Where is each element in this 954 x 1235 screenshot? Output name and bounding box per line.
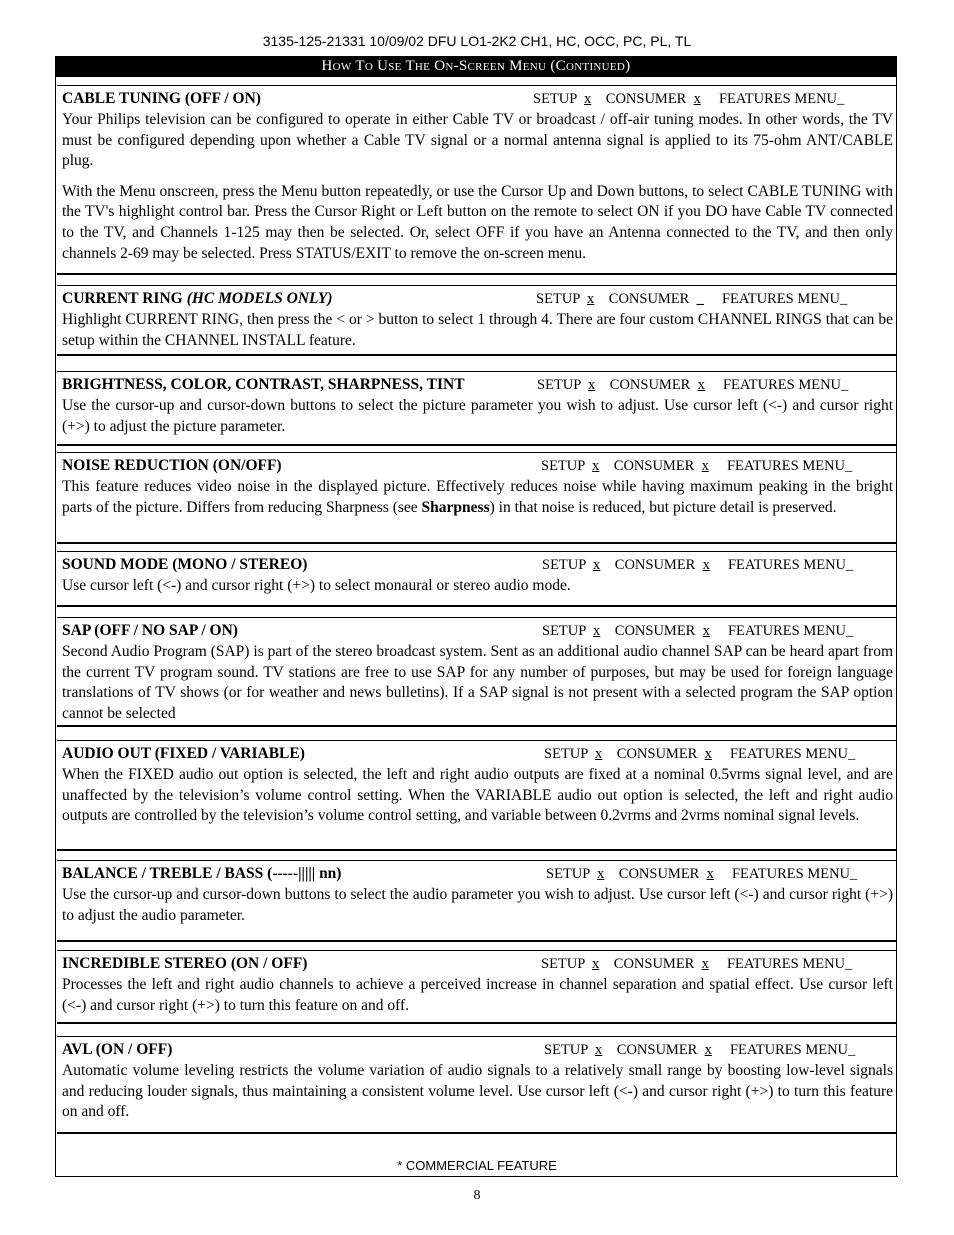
menu-item-section: [57, 740, 897, 851]
section-title: INCREDIBLE STEREO (ON / OFF): [62, 955, 308, 972]
section-title: CURRENT RING: [62, 290, 183, 307]
menu-item-section: [57, 617, 897, 727]
section-body: [62, 975, 893, 1016]
setup-label: SETUP: [541, 956, 585, 972]
section-heading-row: [62, 744, 893, 765]
features-flag: _: [837, 91, 845, 107]
menu-item-section: [57, 371, 897, 446]
setup-flag: x: [588, 377, 596, 393]
setup-flag: x: [595, 1042, 603, 1058]
section-body: [62, 477, 893, 518]
features-label: FEATURES MENU: [731, 866, 851, 882]
setup-flag: x: [587, 291, 595, 307]
section-body: [62, 110, 893, 264]
features-flag: _: [845, 956, 853, 972]
setup-label: SETUP: [536, 291, 580, 307]
section-paragraph: Automatic volume leveling restricts the volume variation of audio signals to a relatively small range by boosting low-level signals and reducing louder signals, thus maintaining a consistent volume level. Use cursor left (<-) and cursor right (+>) to turn this feature on and off.: [62, 1062, 893, 1121]
setup-flag: x: [592, 956, 600, 972]
footer-rule: [55, 1176, 898, 1177]
section-heading-row: [62, 289, 893, 310]
features-flag: _: [850, 866, 858, 882]
menu-availability-flags: [542, 555, 853, 576]
features-label: FEATURES MENU: [726, 458, 846, 474]
features-label: FEATURES MENU: [727, 623, 847, 639]
section-title: AVL (ON / OFF): [62, 1041, 173, 1058]
section-paragraph: Use the cursor-up and cursor-down buttons to select the picture parameter you wish to adjust. Use cursor left (<-) and cursor right (+>) to adjust the picture parameter.: [62, 397, 893, 435]
consumer-label: CONSUMER: [614, 557, 696, 573]
menu-availability-flags: [541, 456, 852, 477]
menu-availability-flags: [544, 1040, 855, 1061]
features-flag: _: [846, 623, 854, 639]
menu-availability-flags: [544, 744, 855, 765]
setup-flag: x: [597, 866, 605, 882]
section-paragraph: Your Philips television can be configured to operate in either Cable TV or broadcast / off-air tuning modes. In other words, the TV must be configured depending upon whether a Cable TV signal or a normal antenna signal is applied to its 75-ohm ANT/CABLE plug.: [62, 111, 893, 170]
section-body: [62, 1061, 893, 1123]
menu-item-section: [57, 860, 897, 942]
setup-label: SETUP: [537, 377, 581, 393]
section-paragraph: Use cursor left (<-) and cursor right (+>) to select monaural or stereo audio mode.: [62, 577, 571, 594]
menu-item-section: [57, 1036, 897, 1134]
section-title: AUDIO OUT (FIXED / VARIABLE): [62, 745, 305, 762]
features-label: FEATURES MENU: [721, 291, 841, 307]
menu-availability-flags: [536, 289, 847, 310]
section-heading-row: [62, 864, 893, 885]
setup-flag: x: [595, 746, 603, 762]
consumer-flag: x: [702, 623, 710, 639]
section-heading-row: [62, 89, 893, 110]
frame-divider: [55, 1134, 56, 1158]
features-flag: _: [845, 458, 853, 474]
section-paragraph: With the Menu onscreen, press the Menu button repeatedly, or use the Cursor Up and Down buttons, to select CABLE TUNING with the TV's highlight control bar. Press the Cursor Right or Left button on the remote to select ON if you DO have Cable TV connected to the TV, and Channels 1-125 may then be selected. Or, select OFF if you have an Antenna connected to the TV, and then only channels 2-69 may be selected. Press STATUS/EXIT to remove the on-screen menu.: [62, 182, 893, 262]
setup-label: SETUP: [546, 866, 590, 882]
features-label: FEATURES MENU: [718, 91, 838, 107]
consumer-flag: x: [704, 1042, 712, 1058]
setup-label: SETUP: [541, 458, 585, 474]
menu-item-section: [57, 85, 897, 275]
section-title: BALANCE / TREBLE / BASS (-----||||| nn): [62, 865, 342, 882]
setup-label: SETUP: [542, 557, 586, 573]
section-body: [62, 765, 893, 827]
section-title: CABLE TUNING (OFF / ON): [62, 90, 261, 107]
consumer-label: CONSUMER: [605, 91, 687, 107]
features-flag: _: [841, 377, 849, 393]
section-paragraph: Processes the left and right audio channels to achieve a perceived increase in channel separation and spatial effect. Use cursor left (<-) and cursor right (+>) to turn this feature on and off.: [62, 976, 893, 1014]
consumer-label: CONSUMER: [613, 458, 695, 474]
section-heading-row: [62, 954, 893, 975]
section-paragraph: This feature reduces video noise in the displayed picture. Effectively reduces noise while having maximum peaking in the bright parts of the picture. Differs from reducing Sharpness (see Sharpness) in that noise is reduced, but picture detail is preserved.: [62, 478, 893, 516]
section-title: SAP (OFF / NO SAP / ON): [62, 622, 238, 639]
features-label: FEATURES MENU: [726, 956, 846, 972]
section-body: [62, 642, 893, 724]
features-label: FEATURES MENU: [729, 746, 849, 762]
section-paragraph: Highlight CURRENT RING, then press the < or > button to select 1 through 4. There are four custom CHANNEL RINGS that can be setup within the CHANNEL INSTALL feature.: [62, 311, 893, 349]
footnote: * COMMERCIAL FEATURE: [397, 1158, 557, 1173]
features-flag: _: [848, 1042, 856, 1058]
section-title: SOUND MODE (MONO / STEREO): [62, 556, 308, 573]
menu-item-section: [57, 285, 897, 356]
section-heading-row: [62, 555, 893, 576]
section-paragraph: When the FIXED audio out option is selected, the left and right audio outputs are fixed at a nominal 0.5vrms signal level, and are unaffected by the television’s volume control setting. When the VARIABLE audio out option is selected, the left and right audio outputs are controlled by the television’s volume control setting, and variable between 0.2vrms and 2vrms nominal signal levels.: [62, 766, 893, 825]
setup-label: SETUP: [544, 1042, 588, 1058]
consumer-label: CONSUMER: [618, 866, 700, 882]
consumer-flag: x: [702, 557, 710, 573]
page-title: How To Use The On-Screen Menu (Continued): [55, 56, 897, 77]
menu-item-section: [57, 551, 897, 607]
consumer-flag: x: [697, 377, 705, 393]
consumer-label: CONSUMER: [609, 377, 691, 393]
consumer-flag: x: [704, 746, 712, 762]
features-label: FEATURES MENU: [727, 557, 847, 573]
section-heading-row: [62, 375, 893, 396]
setup-flag: x: [593, 557, 601, 573]
features-flag: _: [848, 746, 856, 762]
consumer-label: CONSUMER: [616, 746, 698, 762]
section-body: [62, 310, 893, 351]
menu-item-section: [57, 452, 897, 544]
consumer-flag: x: [701, 458, 709, 474]
menu-availability-flags: [533, 89, 844, 110]
consumer-flag: x: [706, 866, 714, 882]
features-flag: _: [846, 557, 854, 573]
features-flag: _: [840, 291, 848, 307]
setup-label: SETUP: [533, 91, 577, 107]
menu-availability-flags: [541, 954, 852, 975]
page-number: 8: [473, 1188, 481, 1203]
section-heading-row: [62, 621, 893, 642]
features-label: FEATURES MENU: [722, 377, 842, 393]
document-header: 3135-125-21331 10/09/02 DFU LO1-2K2 CH1, HC, OCC, PC, PL, TL: [262, 33, 692, 49]
setup-flag: x: [593, 623, 601, 639]
section-title: BRIGHTNESS, COLOR, CONTRAST, SHARPNESS, TINT: [62, 376, 465, 393]
consumer-label: CONSUMER: [608, 291, 690, 307]
consumer-flag: x: [693, 91, 701, 107]
consumer-label: CONSUMER: [613, 956, 695, 972]
menu-availability-flags: [537, 375, 848, 396]
features-label: FEATURES MENU: [729, 1042, 849, 1058]
menu-item-section: [57, 950, 897, 1024]
section-heading-row: [62, 456, 893, 477]
consumer-flag: x: [701, 956, 709, 972]
setup-flag: x: [584, 91, 592, 107]
setup-label: SETUP: [542, 623, 586, 639]
section-heading-row: [62, 1040, 893, 1061]
menu-availability-flags: [542, 621, 853, 642]
section-paragraph: Second Audio Program (SAP) is part of the stereo broadcast system. Sent as an additional audio channel SAP can be heard apart from the current TV program sound. TV stations are free to use SAP for any number of purposes, but may be used for foreign language translations of TV shows (or for weather and news bulletins). If a SAP signal is not present with a selected program the SAP option cannot be selected: [62, 643, 893, 722]
consumer-flag: _: [696, 291, 704, 307]
menu-availability-flags: [546, 864, 857, 885]
section-title: NOISE REDUCTION (ON/OFF): [62, 457, 282, 474]
setup-label: SETUP: [544, 746, 588, 762]
section-body: [62, 396, 893, 437]
consumer-label: CONSUMER: [614, 623, 696, 639]
section-paragraph: Use the cursor-up and cursor-down buttons to select the audio parameter you wish to adjust. Use cursor left (<-) and cursor right (+>) to adjust the audio parameter.: [62, 886, 893, 924]
setup-flag: x: [592, 458, 600, 474]
consumer-label: CONSUMER: [616, 1042, 698, 1058]
section-title-note: (HC MODELS ONLY): [186, 290, 333, 307]
section-body: [62, 576, 893, 597]
section-body: [62, 885, 893, 926]
